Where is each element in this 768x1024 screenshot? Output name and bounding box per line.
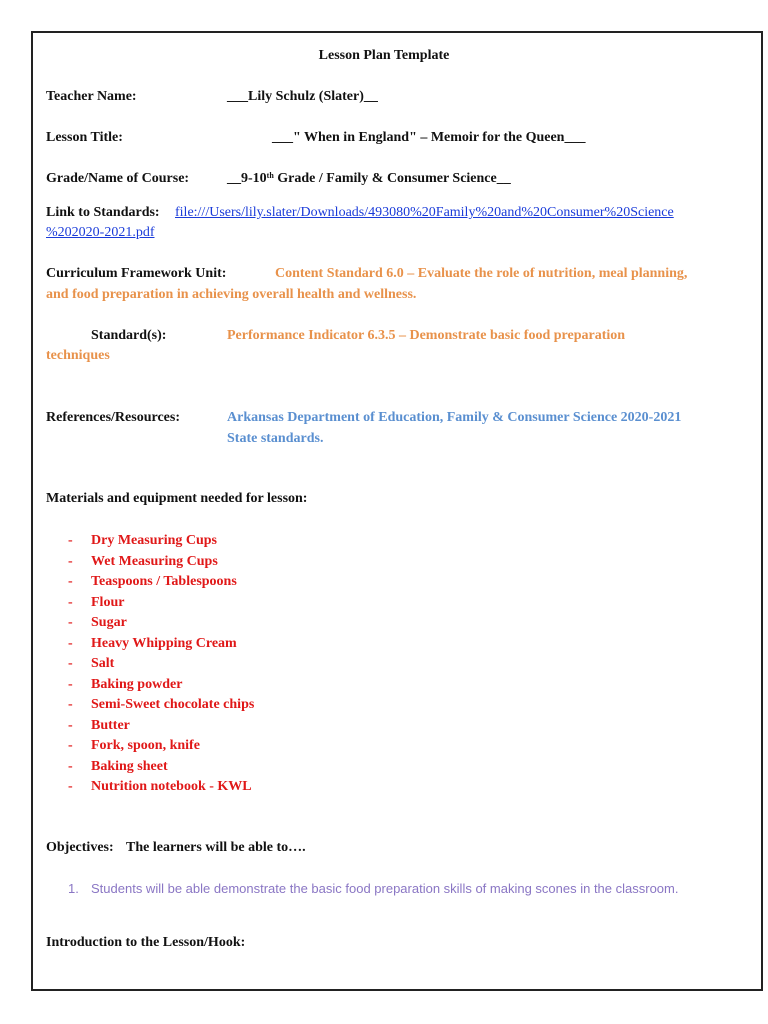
list-dash: - — [68, 635, 73, 651]
list-dash: - — [68, 676, 73, 692]
link-to-standards-label: Link to Standards: — [46, 205, 160, 220]
material-label: Nutrition notebook - KWL — [91, 779, 252, 794]
material-label: Baking sheet — [91, 758, 168, 774]
standards-value-continued: techniques — [46, 348, 110, 363]
references-value-continued: State standards. — [227, 431, 324, 446]
teacher-name-value: ___Lily Schulz (Slater)__ — [227, 89, 378, 104]
references-label: References/Resources: — [46, 410, 180, 425]
material-label: Semi-Sweet chocolate chips — [91, 697, 255, 712]
material-label: Butter — [91, 717, 130, 733]
material-item — [68, 572, 237, 592]
grade-course-value: __9-10th Grade / Family & Consumer Science__ — [227, 171, 511, 186]
material-label: Teaspoons / Tablespoons — [91, 574, 237, 589]
material-item — [68, 675, 182, 695]
list-dash: - — [68, 738, 73, 753]
objectives-value: The learners will be able to…. — [126, 840, 306, 855]
material-item — [68, 757, 168, 777]
curriculum-framework-value: Content Standard 6.0 – Evaluate the role of nutrition, meal planning, — [275, 266, 688, 281]
materials-heading: Materials and equipment needed for lesson: — [46, 491, 308, 506]
material-item — [68, 736, 200, 756]
introduction-hook-label: Introduction to the Lesson/Hook: — [46, 935, 246, 950]
list-dash: - — [68, 697, 73, 712]
standards-value: Performance Indicator 6.3.5 – Demonstrate basic food preparation — [227, 328, 626, 343]
list-dash: - — [68, 779, 73, 794]
teacher-name-label: Teacher Name: — [46, 89, 137, 104]
material-label: Fork, spoon, knife — [91, 738, 200, 753]
material-label: Sugar — [91, 615, 127, 630]
material-label: Dry Measuring Cups — [91, 533, 218, 548]
material-item — [68, 593, 124, 613]
grade-course-label: Grade/Name of Course: — [46, 171, 190, 186]
material-item — [68, 777, 252, 797]
references-value: Arkansas Department of Education, Family & Consumer Science 2020-2021 — [227, 410, 682, 425]
list-dash: - — [68, 717, 73, 733]
material-item — [68, 613, 127, 633]
material-label: Wet Measuring Cups — [91, 553, 218, 569]
list-dash: - — [68, 656, 73, 671]
objectives-label: Objectives: — [46, 840, 114, 855]
list-dash: - — [68, 758, 73, 774]
material-item — [68, 716, 130, 736]
standards-label: Standard(s): — [91, 328, 167, 343]
objective-number: 1. — [68, 881, 79, 896]
material-item — [68, 552, 218, 572]
objective-item: Students will be able demonstrate the basic food preparation skills of making scones in the classroom. — [91, 881, 679, 896]
list-dash: - — [68, 574, 73, 589]
list-dash: - — [68, 594, 73, 610]
list-dash: - — [68, 615, 73, 630]
document-title: Lesson Plan Template — [318, 48, 450, 63]
curriculum-framework-label: Curriculum Framework Unit: — [46, 266, 227, 281]
lesson-title-label: Lesson Title: — [46, 130, 123, 145]
material-label: Salt — [91, 656, 115, 671]
material-item — [68, 531, 217, 551]
list-dash: - — [68, 533, 73, 548]
material-label: Baking powder — [91, 676, 183, 692]
standards-link[interactable]: file:///Users/lily.slater/Downloads/493080%20Family%20and%20Consumer%20Science — [175, 205, 674, 220]
list-dash: - — [68, 553, 73, 569]
standards-link-continued[interactable]: %202020-2021.pdf — [46, 225, 155, 240]
lesson-title-value: ___" When in England" – Memoir for the Queen___ — [272, 130, 586, 145]
curriculum-framework-value-continued: and food preparation in achieving overall health and wellness. — [46, 287, 417, 302]
material-item — [68, 634, 237, 654]
material-item — [68, 654, 114, 674]
material-label: Heavy Whipping Cream — [91, 635, 237, 651]
material-label: Flour — [91, 594, 125, 610]
material-item — [68, 695, 254, 715]
